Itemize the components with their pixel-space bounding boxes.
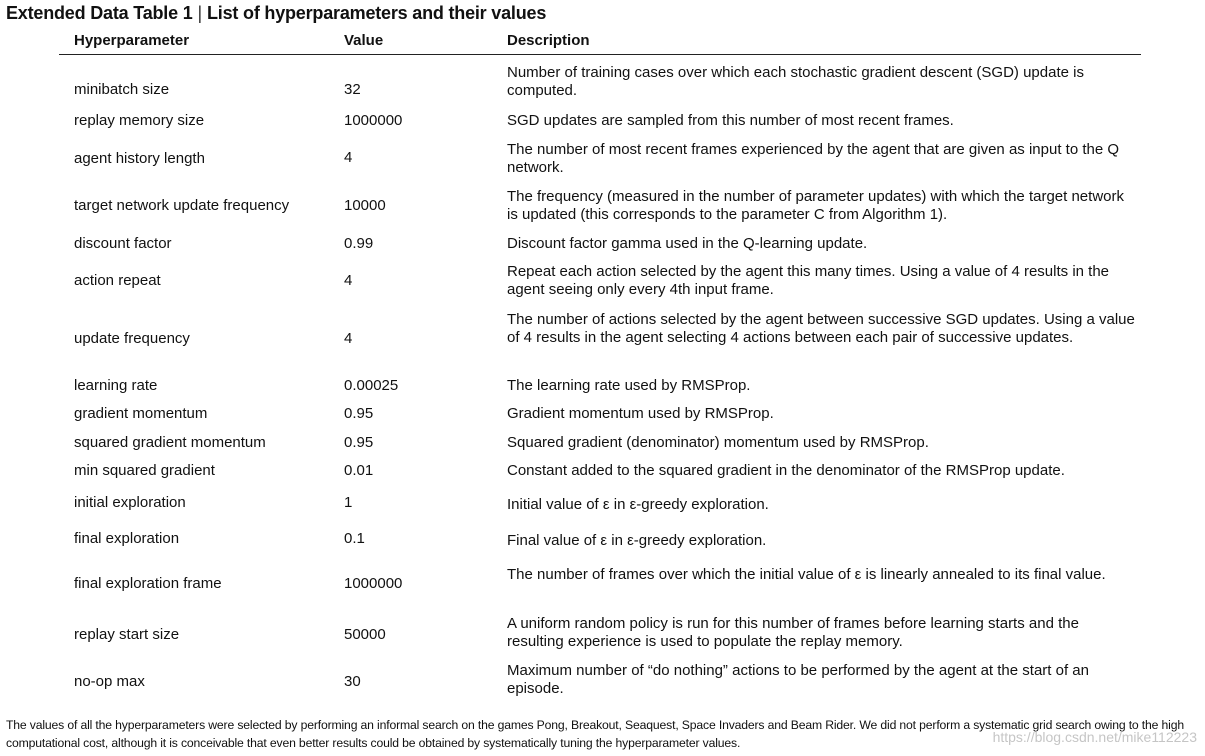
row-hyperparameter: update frequency [74,330,190,347]
row-description: Squared gradient (denominator) momentum used by RMSProp. [507,434,929,451]
row-hyperparameter: min squared gradient [74,462,215,479]
row-value: 10000 [344,197,386,214]
table-title [6,3,546,24]
table-title-label: Extended Data Table 1 [6,3,193,23]
row-value: 0.01 [344,462,374,479]
watermark: https://blog.csdn.net/mike112223 [992,729,1197,745]
row-value: 1000000 [344,575,403,592]
row-hyperparameter: final exploration frame [74,575,222,592]
table-title-text: List of hyperparameters and their values [207,3,547,23]
header-hyperparameter: Hyperparameter [74,32,190,49]
row-hyperparameter: discount factor [74,235,172,252]
row-description: The learning rate used by RMSProp. [507,377,751,394]
row-description: The number of frames over which the initial value of ε is linearly annealed to its final value. [507,566,1106,583]
row-hyperparameter: squared gradient momentum [74,434,266,451]
row-hyperparameter: replay start size [74,626,180,643]
row-description: The frequency (measured in the number of parameter updates) with which the target network is updated (this corresponds to the parameter C from Algorithm 1). [507,188,1124,223]
row-description: The number of actions selected by the agent between successive SGD updates. Using a value of 4 results in the agent selecting 4 actions between each pair of successive updates. [507,311,1135,346]
row-value: 4 [344,330,353,347]
row-hyperparameter: agent history length [74,150,205,167]
row-description: Constant added to the squared gradient in the denominator of the RMSProp update. [507,462,1065,479]
row-hyperparameter: initial exploration [74,494,186,511]
row-value: 4 [344,272,353,289]
row-value: 0.1 [344,530,365,547]
row-hyperparameter: learning rate [74,377,158,394]
row-description: Initial value of ε in ε-greedy exploration. [507,496,769,513]
header-value: Value [344,32,384,49]
row-value: 0.99 [344,235,374,252]
row-description: Repeat each action selected by the agent this many times. Using a value of 4 results in the agent seeing only every 4th input frame. [507,263,1110,298]
row-description: Number of training cases over which each stochastic gradient descent (SGD) update is computed. [507,64,1084,99]
row-hyperparameter: target network update frequency [74,197,290,214]
row-value: 1000000 [344,112,403,129]
row-description: A uniform random policy is run for this number of frames before learning starts and the resulting experience is used to populate the replay memory. [507,615,1079,650]
row-description: Maximum number of “do nothing” actions to be performed by the agent at the start of an episode. [507,662,1089,697]
row-hyperparameter: replay memory size [74,112,205,129]
row-description: Final value of ε in ε-greedy exploration. [507,532,767,549]
title-separator: | [197,3,203,23]
row-description: Gradient momentum used by RMSProp. [507,405,774,422]
hyperparameter-table [59,29,1141,697]
row-value: 30 [344,673,361,690]
row-value: 0.95 [344,405,374,422]
row-hyperparameter: gradient momentum [74,405,208,422]
row-hyperparameter: no-op max [74,673,145,690]
header-description: Description [507,32,590,49]
row-description: Discount factor gamma used in the Q-learning update. [507,235,868,252]
row-description: The number of most recent frames experienced by the agent that are given as input to the Q network. [507,141,1120,176]
row-hyperparameter: minibatch size [74,81,170,98]
row-value: 1 [344,494,353,511]
row-value: 32 [344,81,361,98]
table-header-row [59,29,1141,55]
row-hyperparameter: final exploration [74,530,180,547]
row-description: SGD updates are sampled from this number of most recent frames. [507,112,954,129]
row-value: 4 [344,149,353,166]
table-footnote: The values of all the hyperparameters were selected by performing an informal search on the games Pong, Breakout, Seaquest, Space Invaders and Beam Rider. We did not perform a systematic grid search owing to the high computational cost, although it is conceivable that even better results could be obtained by systematically tuning the hyperparameter values. [6,718,1184,750]
row-value: 0.95 [344,434,374,451]
row-value: 50000 [344,626,386,643]
row-value: 0.00025 [344,377,399,394]
row-hyperparameter: action repeat [74,272,161,289]
